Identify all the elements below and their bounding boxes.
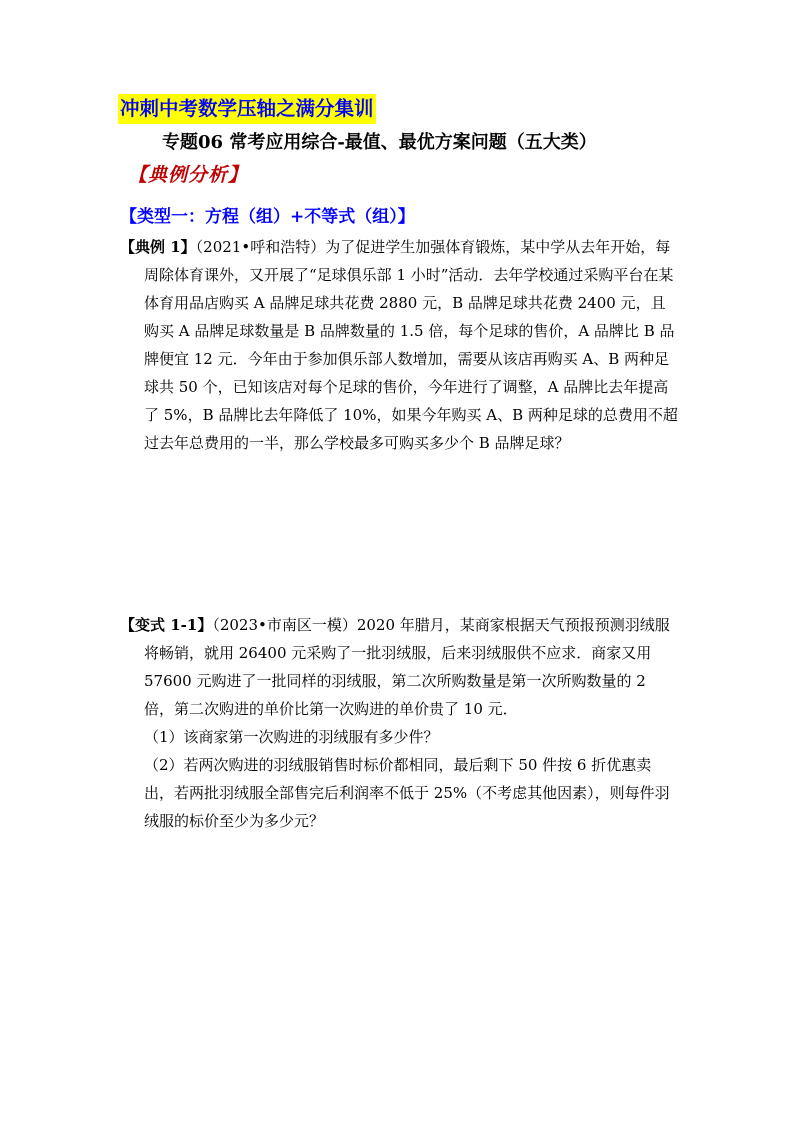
example-1-text: （2021•呼和浩特）为了促进学生加强体育锻炼，某中学从去年开始，每周除体育课外，又开展了“足球俱乐部 1 小时”活动．去年学校通过采购平台在某体育用品店购买 A 品牌足球共花费 2880 元，B 品牌足球共花费 2400 元，且购买 A 品牌足球数量是 B 品牌数量的 1.5 倍，每个足球的售价，A 品牌比 B 品牌便宜 12 元．今年由于参加俱乐部人数增加，需要从该店再购买 A、B 两种足球共 50 个，已知该店对每个足球的售价，今年进行了调整，A 品牌比去年提高了 5%，B 品牌比去年降低了 10%，如果今年购买 A、B 两种足球的总费用不超过去年总费用的一半，那么学校最多可购买多少个 B 品牌足球？ xyxy=(144,238,678,452)
variant-1-1-text: （2023•市南区一模）2020 年腊月，某商家根据天气预报预测羽绒服将畅销，就用 26400 元采购了一批羽绒服，后来羽绒服供不应求．商家又用 57600 元购进了一批同样的羽绒服，第二次所购数量是第一次所购数量的 2 倍，第二次购进的单价比第一次购进的单价贵了 10 元． xyxy=(144,616,670,718)
example-1-paragraph xyxy=(120,233,680,457)
topic-title: 专题06 常考应用综合-最值、最优方案问题（五大类） xyxy=(162,132,597,153)
example-1-label: 【典例 1】 xyxy=(120,238,196,256)
variant-1-1 xyxy=(120,611,680,835)
variant-1-1-label: 【变式 1-1】 xyxy=(120,616,213,634)
series-title: 冲刺中考数学压轴之满分集训 xyxy=(118,94,376,124)
variant-1-1-paragraph xyxy=(120,611,680,723)
example-1 xyxy=(120,233,680,457)
variant-1-1-question-1: （1）该商家第一次购进的羽绒服有多少件？ xyxy=(144,728,439,746)
variant-1-1-question-2: （2）若两次购进的羽绒服销售时标价都相同，最后剩下 50 件按 6 折优惠卖出，若两批羽绒服全部售完后利润率不低于 25%（不考虑其他因素），则每件羽绒服的标价至少为多少元？ xyxy=(144,756,670,830)
section-tag: 【典例分析】 xyxy=(128,164,249,186)
type-heading: 【类型一：方程（组）+不等式（组）】 xyxy=(120,207,415,227)
